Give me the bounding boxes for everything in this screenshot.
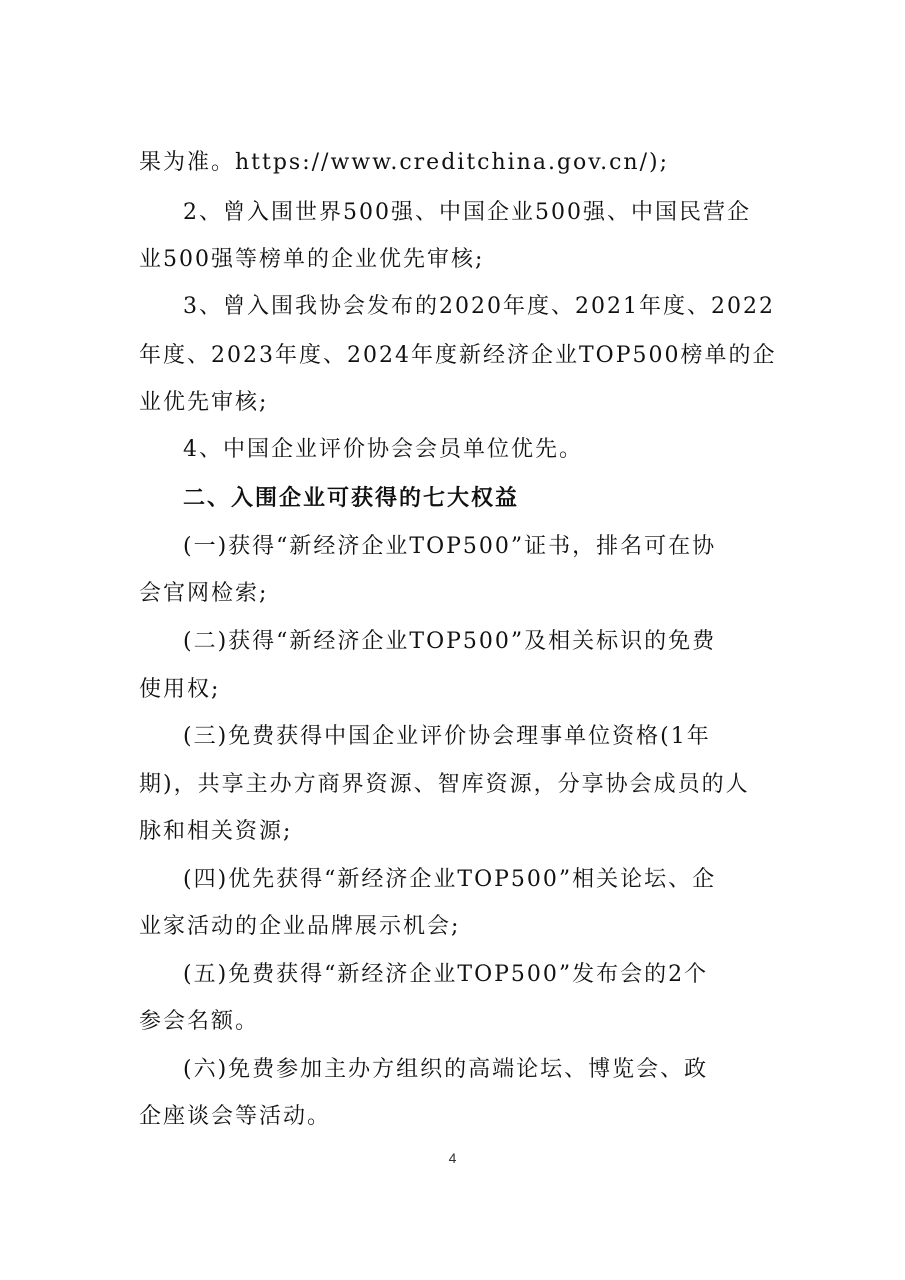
text-line: 脉和相关资源;	[139, 819, 293, 844]
section-heading: 二、入围企业可获得的七大权益	[183, 485, 520, 511]
text-line: 果为准。https://www.creditchina.gov.cn/);	[139, 150, 669, 175]
benefit-item-4: (四)优先获得“新经济企业TOP500”相关论坛、企	[183, 867, 717, 892]
benefit-item-2: (二)获得“新经济企业TOP500”及相关标识的免费	[183, 629, 717, 654]
text-line: 业优先审核;	[139, 390, 269, 415]
text-line: 业500强等榜单的企业优先审核;	[139, 247, 485, 272]
text-line: 企座谈会等活动。	[139, 1104, 332, 1129]
benefit-item-1: (一)获得“新经济企业TOP500”证书，排名可在协	[183, 534, 717, 559]
list-item-2: 2、曾入围世界500强、中国企业500强、中国民营企	[183, 200, 751, 225]
text-line: 期)，共享主办方商界资源、智库资源，分享协会成员的人	[139, 772, 750, 797]
text-line: 业家活动的企业品牌展示机会;	[139, 914, 461, 939]
list-item-3: 3、曾入围我协会发布的2020年度、2021年度、2022	[183, 294, 775, 319]
benefit-item-6: (六)免费参加主办方组织的高端论坛、博览会、政	[183, 1057, 709, 1082]
benefit-item-5: (五)免费获得“新经济企业TOP500”发布会的2个	[183, 962, 709, 987]
text-line: 参会名额。	[139, 1009, 260, 1034]
text-line: 会官网检索;	[139, 581, 269, 606]
list-item-4: 4、中国企业评价协会会员单位优先。	[183, 437, 583, 462]
text-line: 使用权;	[139, 677, 221, 702]
page-number: 4	[448, 1150, 457, 1166]
text-line: 年度、2023年度、2024年度新经济企业TOP500榜单的企	[139, 343, 777, 368]
benefit-item-3: (三)免费获得中国企业评价协会理事单位资格(1年	[183, 724, 711, 749]
